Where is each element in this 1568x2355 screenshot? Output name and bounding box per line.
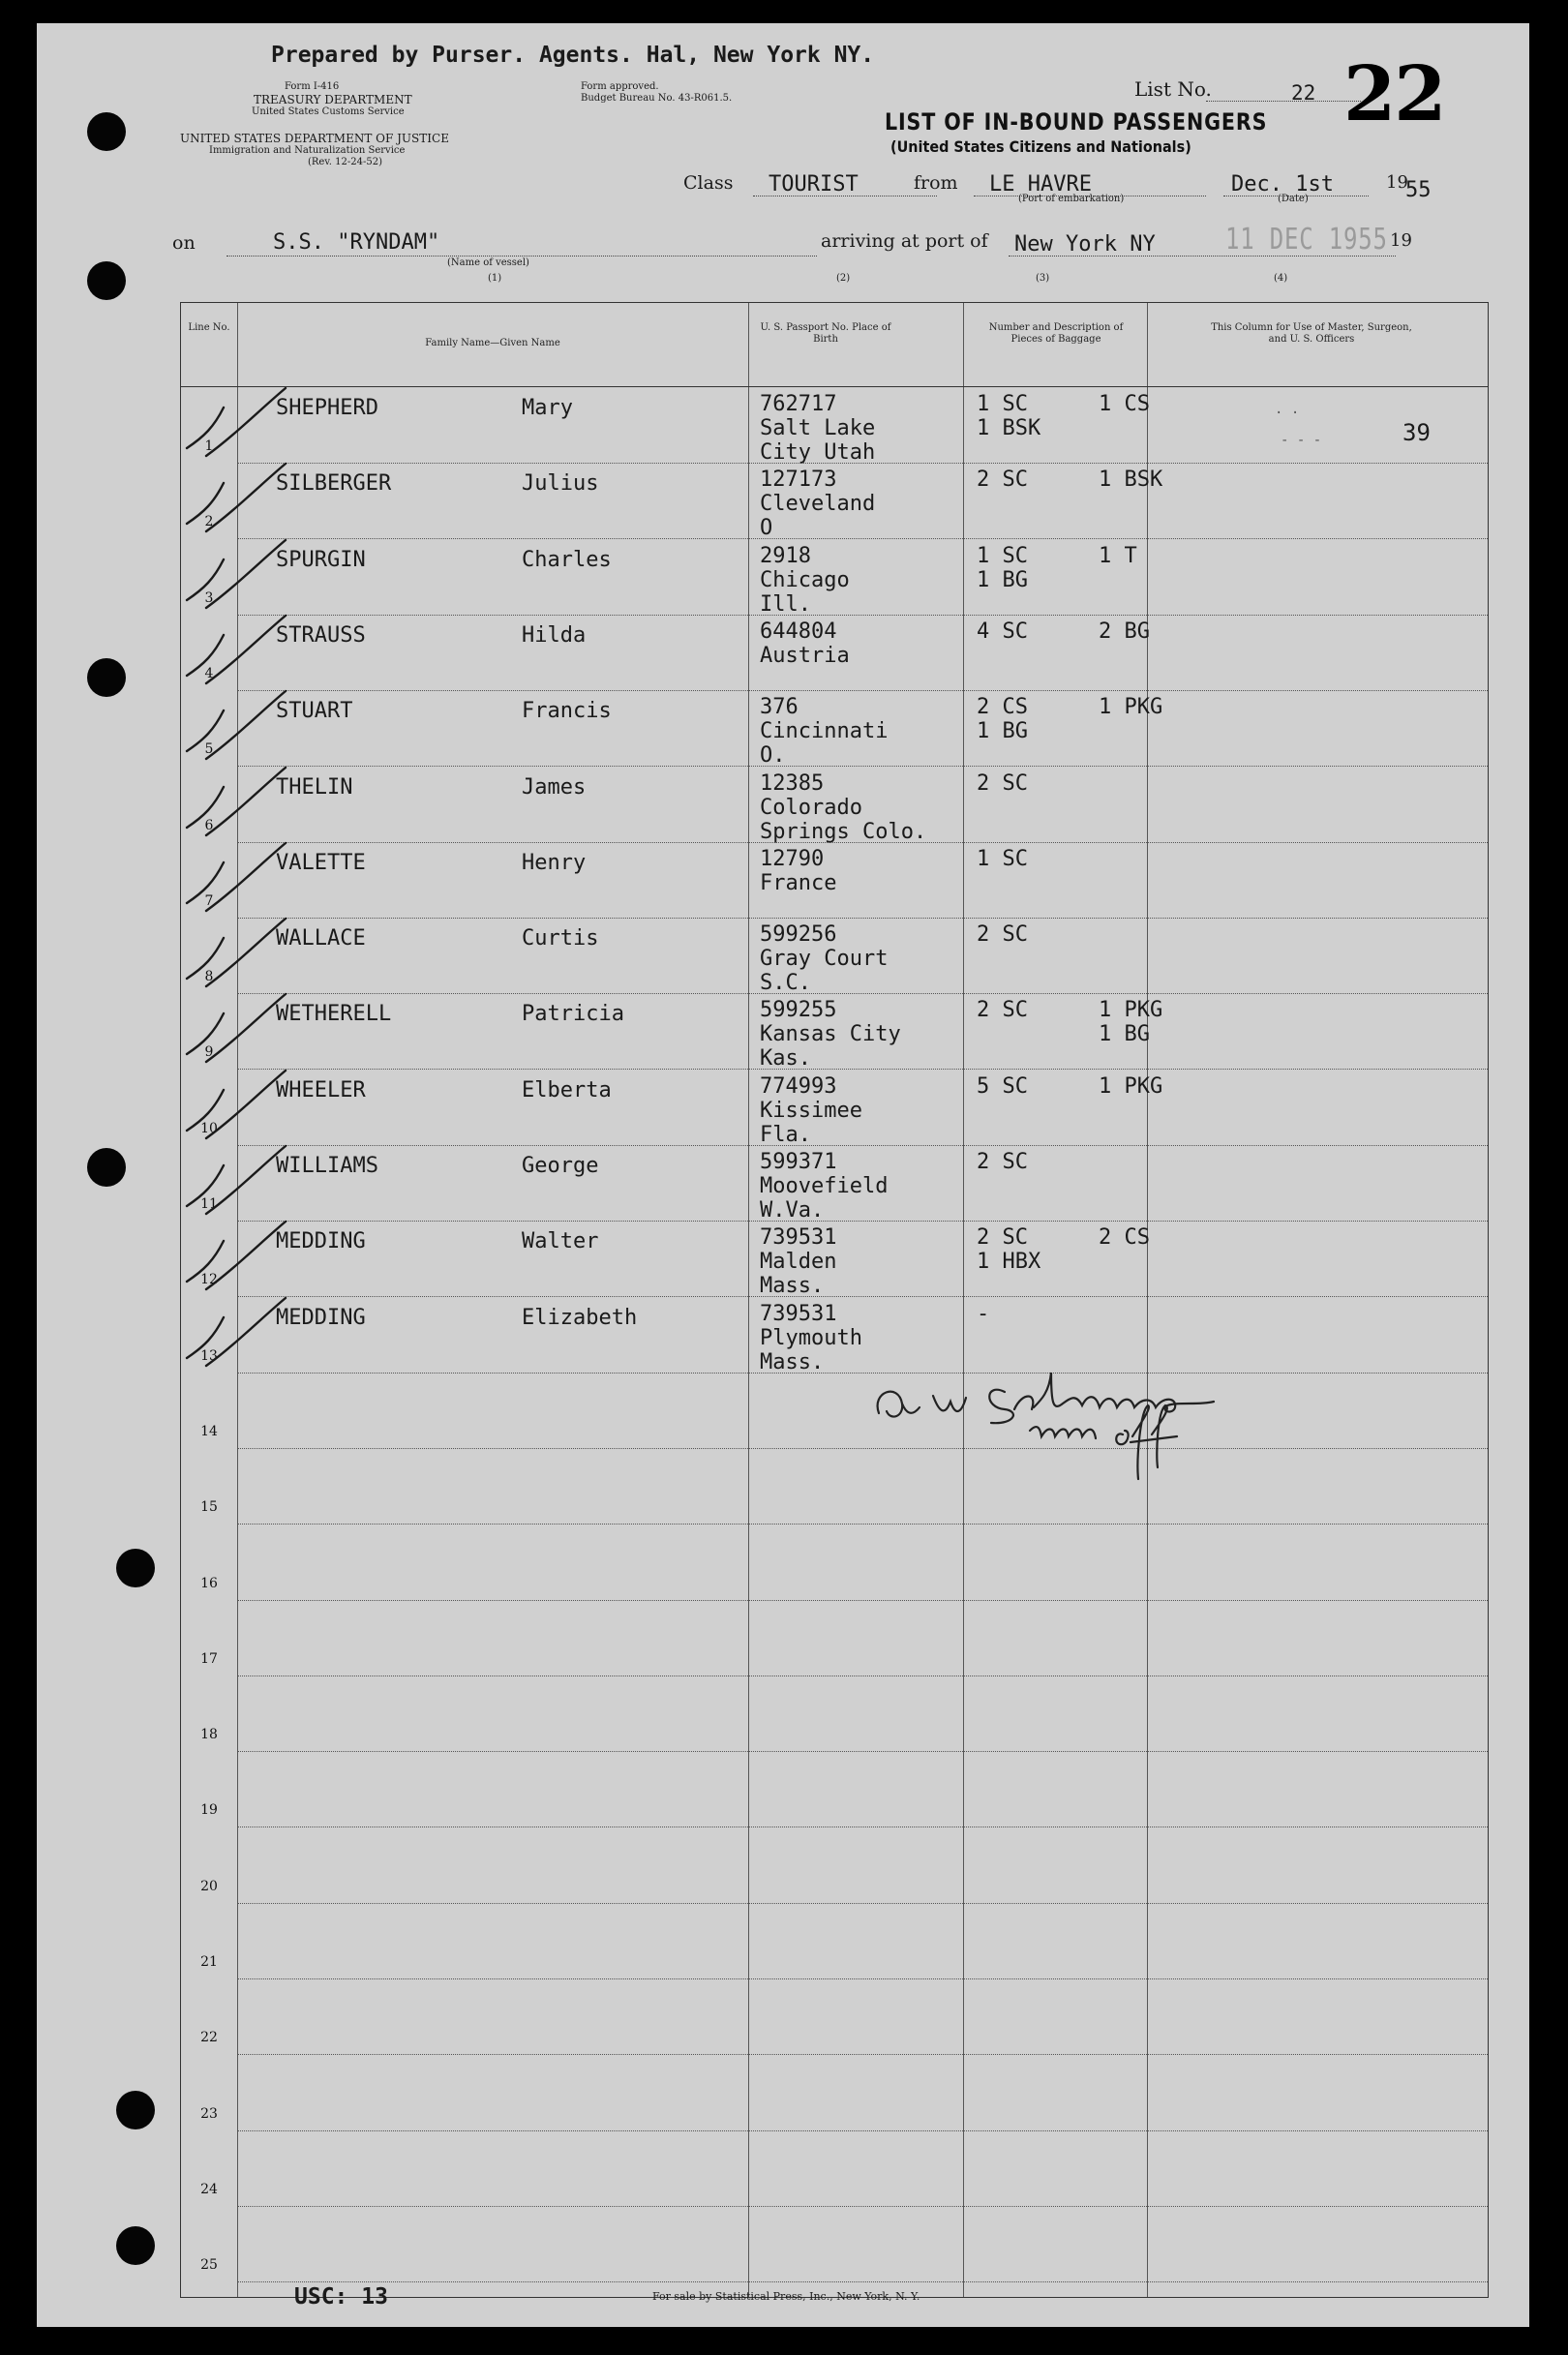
table-row: [181, 919, 1488, 994]
punch-hole: [116, 2226, 155, 2265]
line-number: 10: [200, 1120, 218, 1136]
baggage-item: 1 BSK: [977, 416, 1041, 440]
passport-line: 12790: [760, 846, 825, 871]
baggage-item: -: [977, 1301, 990, 1326]
line-number: 8: [204, 969, 214, 985]
passport-line: Fla.: [760, 1122, 811, 1147]
table-row: [181, 1071, 1488, 1146]
col-caption-3: (3): [1036, 273, 1050, 284]
table-row: [181, 464, 1488, 539]
family-name: WALLACE: [276, 926, 366, 951]
table-row: [181, 1525, 1488, 1601]
line-number: 21: [200, 1954, 218, 1970]
baggage-col-a: [977, 695, 1028, 743]
passport-line: 599256: [760, 922, 837, 948]
baggage-col-a: [977, 847, 1028, 871]
given-name: James: [522, 774, 587, 800]
table-row: [181, 1828, 1488, 1904]
baggage-col-a: [977, 1074, 1028, 1099]
family-name: THELIN: [276, 774, 353, 800]
printer-note: For sale by Statistical Press, Inc., New York, N. Y.: [652, 2290, 920, 2303]
table-row: [181, 2056, 1488, 2131]
table-row: [181, 1904, 1488, 1979]
arrival-port: New York NY: [1014, 232, 1156, 257]
table-row: [181, 1979, 1488, 2055]
line-number: 11: [200, 1196, 218, 1212]
family-name: SPURGIN: [276, 547, 366, 572]
given-name: Mary: [522, 396, 573, 420]
baggage-item: 1 HBX: [977, 1250, 1041, 1275]
passport-line: City Utah: [760, 440, 876, 465]
baggage-col-b: [1099, 468, 1162, 492]
punch-hole: [87, 1148, 126, 1187]
given-name: Charles: [522, 547, 612, 572]
date-caption: (Date): [1278, 194, 1309, 204]
baggage-item: 1 SC: [977, 543, 1028, 568]
table-row: [181, 388, 1488, 464]
year-prefix: 19: [1386, 172, 1408, 193]
given-name: Henry: [522, 850, 587, 875]
baggage-col-a: [977, 1225, 1040, 1274]
passport-line: Ill.: [760, 591, 811, 617]
manifest-title: LIST OF IN-BOUND PASSENGERS: [885, 108, 1268, 136]
passport-line: Cleveland: [760, 492, 876, 517]
passport-line: Chicago: [760, 567, 850, 592]
immigration-service: Immigration and Naturalization Service: [209, 145, 406, 156]
col-header-baggage: Number and Description of Pieces of Baggage: [988, 322, 1124, 345]
baggage-item: 2 SC: [977, 1225, 1028, 1251]
table-row: [181, 1222, 1488, 1297]
passport-line: Springs Colo.: [760, 819, 927, 844]
passport-line: Austria: [760, 643, 850, 668]
passport-line: 2918: [760, 543, 811, 568]
line-number: 7: [204, 892, 214, 909]
passport-birthplace: [760, 1150, 888, 1223]
line-number: 9: [204, 1044, 214, 1061]
line-number: 4: [204, 665, 214, 681]
family-name: WETHERELL: [276, 1002, 392, 1027]
baggage-item: 2 SC: [977, 1150, 1028, 1174]
baggage-item: 2 CS: [1099, 1225, 1150, 1251]
passport-line: Malden: [760, 1250, 837, 1275]
table-row: [181, 616, 1488, 691]
vessel-name: S.S. "RYNDAM": [273, 230, 440, 255]
family-name: MEDDING: [276, 1229, 366, 1254]
table-row: [181, 1601, 1488, 1676]
col-header-passport: U. S. Passport No. Place of Birth: [760, 322, 891, 345]
baggage-item: 1 SC: [977, 392, 1028, 416]
table-row: [181, 2131, 1488, 2207]
baggage-col-a: [977, 392, 1040, 440]
treasury-dept: TREASURY DEPARTMENT: [254, 93, 412, 106]
baggage-item: 1 PKG: [1099, 695, 1163, 720]
given-name: Patricia: [522, 1002, 624, 1027]
line-number: 14: [200, 1423, 218, 1439]
from-label: from: [914, 172, 958, 194]
passport-line: 599255: [760, 998, 837, 1023]
line-number: 12: [200, 1272, 218, 1288]
line-number: 16: [200, 1575, 218, 1591]
baggage-col-b: [1099, 695, 1162, 719]
line-number: 24: [200, 2181, 218, 2197]
baggage-col-b: [1099, 392, 1150, 416]
baggage-col-b: [1099, 544, 1137, 568]
table-row: [181, 1449, 1488, 1525]
punch-hole: [116, 1549, 155, 1587]
class-label: Class: [683, 172, 734, 194]
on-label: on: [172, 232, 196, 254]
baggage-item: 2 SC: [977, 998, 1028, 1023]
check-mark-icon: [185, 1269, 291, 1375]
line-number: 18: [200, 1727, 218, 1743]
baggage-col-a: [977, 1302, 989, 1326]
family-name: STRAUSS: [276, 622, 366, 648]
passport-line: 644804: [760, 619, 837, 644]
embark-port: LE HAVRE: [989, 172, 1092, 196]
given-name: Walter: [522, 1229, 599, 1254]
family-name: WILLIAMS: [276, 1154, 378, 1178]
punch-hole: [87, 112, 126, 151]
passport-line: 127173: [760, 468, 837, 493]
table-row: [181, 1374, 1488, 1449]
form-number: Form I-416: [285, 81, 340, 92]
passport-line: 599371: [760, 1150, 837, 1174]
baggage-item: 4 SC: [977, 619, 1028, 644]
baggage-col-a: [977, 922, 1028, 947]
class-value: TOURIST: [769, 172, 859, 196]
baggage-item: 2 BG: [1099, 619, 1150, 644]
passport-birthplace: [760, 619, 850, 668]
table-row: [181, 994, 1488, 1070]
passport-line: France: [760, 870, 837, 895]
usc-code: USC: 13: [294, 2284, 388, 2310]
row-divider: [237, 2281, 1488, 2282]
arrival-year-prefix: 19: [1390, 230, 1412, 251]
passport-line: 762717: [760, 392, 837, 416]
passport-line: Kissimee: [760, 1098, 862, 1123]
baggage-item: 1 BG: [977, 567, 1028, 592]
baggage-col-b: [1099, 619, 1150, 644]
table-row: [181, 843, 1488, 919]
passport-line: Cincinnati: [760, 719, 889, 744]
given-name: Elberta: [522, 1077, 612, 1102]
passport-line: Moovefield: [760, 1174, 889, 1198]
baggage-item: 1 PKG: [1099, 998, 1163, 1023]
justice-dept: UNITED STATES DEPARTMENT OF JUSTICE: [180, 132, 449, 145]
col-caption-4: (4): [1274, 273, 1288, 284]
budget-bureau: Budget Bureau No. 43-R061.5.: [581, 93, 733, 104]
line-number: 19: [200, 1802, 218, 1819]
line-number: 15: [200, 1499, 218, 1516]
passport-birthplace: [760, 922, 888, 995]
officer-note: 39: [1402, 419, 1431, 446]
list-no-underline: [1206, 101, 1361, 102]
passport-birthplace: [760, 695, 888, 768]
family-name: MEDDING: [276, 1305, 366, 1330]
given-name: Hilda: [522, 622, 587, 648]
departure-date: Dec. 1st: [1231, 172, 1334, 196]
passport-birthplace: [760, 392, 875, 465]
passport-line: 12385: [760, 770, 825, 796]
col-header-name: Family Name—Given Name: [425, 338, 560, 348]
baggage-item: 1 BG: [977, 719, 1028, 744]
passport-line: Gray Court: [760, 947, 889, 972]
table-row: [181, 1146, 1488, 1222]
passport-birthplace: [760, 771, 926, 844]
prepared-by: Prepared by Purser. Agents. Hal, New York NY.: [271, 43, 875, 68]
passport-line: Mass.: [760, 1349, 825, 1374]
baggage-item: 2 CS: [977, 695, 1028, 720]
baggage-col-a: [977, 468, 1028, 492]
baggage-item: 2 SC: [977, 922, 1028, 948]
baggage-col-a: [977, 1150, 1028, 1174]
officer-marks: - - -: [1281, 433, 1322, 448]
col-header-line-no: Line No.: [188, 322, 230, 333]
baggage-item: 2 SC: [977, 468, 1028, 493]
given-name: George: [522, 1154, 599, 1178]
family-name: SHEPHERD: [276, 396, 378, 420]
table-row: [181, 1676, 1488, 1752]
given-name: Elizabeth: [522, 1305, 638, 1330]
baggage-item: 1 CS: [1099, 392, 1150, 416]
baggage-item: 1 BG: [1099, 1022, 1150, 1047]
line-number: 3: [204, 589, 214, 606]
list-no-typed: 22: [1291, 81, 1316, 105]
arriving-label: arriving at port of: [821, 230, 988, 252]
baggage-item: 1 SC: [977, 846, 1028, 871]
passport-line: Plymouth: [760, 1325, 862, 1350]
passport-birthplace: [760, 1074, 862, 1147]
col-caption-2: (2): [836, 273, 851, 284]
vessel-caption: (Name of vessel): [447, 257, 529, 268]
passport-birthplace: [760, 998, 901, 1071]
col-caption-1: (1): [488, 273, 502, 284]
signature-text: [894, 1504, 907, 1505]
baggage-col-b: [1099, 998, 1162, 1046]
baggage-item: 2 SC: [977, 770, 1028, 796]
line-number: 20: [200, 1878, 218, 1894]
passport-birthplace: [760, 544, 850, 617]
passport-line: S.C.: [760, 971, 811, 996]
embark-port-caption: (Port of embarkation): [1018, 194, 1125, 204]
family-name: VALETTE: [276, 850, 366, 875]
passport-line: 739531: [760, 1301, 837, 1326]
table-row: [181, 691, 1488, 767]
list-no-label: List No.: [1134, 77, 1212, 101]
baggage-col-a: [977, 544, 1028, 592]
baggage-item: 1 BSK: [1099, 468, 1163, 493]
passport-birthplace: [760, 847, 836, 895]
line-number: 1: [204, 438, 214, 454]
customs-service: United States Customs Service: [252, 106, 405, 117]
given-name: Curtis: [522, 926, 599, 951]
family-name: WHEELER: [276, 1077, 366, 1102]
baggage-col-a: [977, 619, 1028, 644]
passport-line: Kansas City: [760, 1022, 901, 1047]
baggage-col-b: [1099, 1225, 1150, 1250]
line-number: 17: [200, 1650, 218, 1667]
form-approved: Form approved.: [581, 81, 659, 92]
baggage-item: 5 SC: [977, 1073, 1028, 1099]
given-name: Julius: [522, 471, 599, 497]
list-no-stamp: 22: [1343, 50, 1445, 138]
passport-birthplace: [760, 468, 875, 540]
line-number: 23: [200, 2105, 218, 2122]
manifest-sheet: [37, 23, 1529, 2327]
passport-line: O: [760, 516, 773, 541]
vessel-underline: [226, 256, 817, 257]
punch-hole: [116, 2091, 155, 2129]
passport-line: O.: [760, 743, 786, 769]
line-number: 2: [204, 514, 214, 530]
baggage-col-b: [1099, 1074, 1162, 1099]
table-row: [181, 1752, 1488, 1827]
baggage-item: 1 PKG: [1099, 1073, 1163, 1099]
passport-line: Mass.: [760, 1274, 825, 1299]
officer-signature: [869, 1353, 1276, 1498]
passport-line: 376: [760, 695, 799, 720]
passenger-table: [180, 302, 1489, 2298]
passport-line: 774993: [760, 1073, 837, 1099]
arrival-date-stamp: 11 DEC 1955: [1225, 223, 1388, 257]
passport-line: Kas.: [760, 1046, 811, 1072]
line-number: 25: [200, 2257, 218, 2274]
year-value: 55: [1405, 178, 1432, 202]
passport-line: Colorado: [760, 795, 862, 820]
passport-line: 739531: [760, 1225, 837, 1251]
punch-hole: [87, 658, 126, 697]
table-row: [181, 1298, 1488, 1374]
col-header-officers: This Column for Use of Master, Surgeon, and U. S. Officers: [1211, 322, 1412, 345]
passport-line: Salt Lake: [760, 416, 876, 440]
baggage-col-a: [977, 998, 1028, 1022]
table-row: [181, 768, 1488, 843]
officer-marks: · ·: [1275, 406, 1300, 421]
passport-birthplace: [760, 1302, 862, 1374]
family-name: STUART: [276, 699, 353, 724]
line-number: 6: [204, 817, 214, 833]
passport-birthplace: [760, 1225, 836, 1298]
manifest-subtitle: (United States Citizens and Nationals): [890, 137, 1191, 156]
table-row: [181, 540, 1488, 616]
line-number: 5: [204, 741, 214, 758]
line-number: 22: [200, 2030, 218, 2046]
baggage-item: 1 T: [1099, 543, 1137, 568]
passport-line: W.Va.: [760, 1198, 825, 1223]
punch-hole: [87, 261, 126, 300]
baggage-col-a: [977, 771, 1028, 796]
table-row: [181, 2207, 1488, 2282]
form-revision: (Rev. 12-24-52): [308, 157, 383, 167]
family-name: SILBERGER: [276, 471, 392, 497]
given-name: Francis: [522, 699, 612, 724]
line-number: 13: [200, 1347, 218, 1364]
